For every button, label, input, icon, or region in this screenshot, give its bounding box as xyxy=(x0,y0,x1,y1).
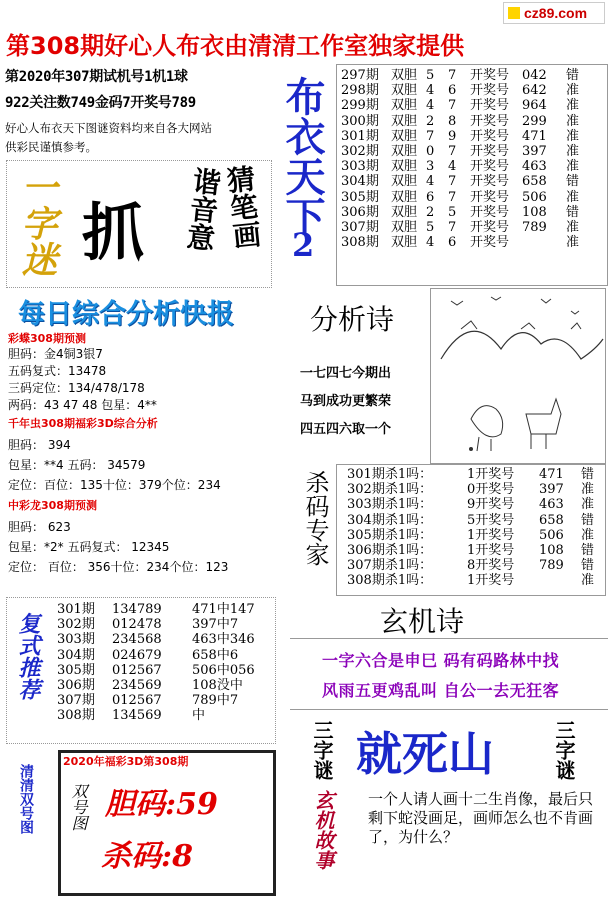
sha-row-p: 301期杀1吗： xyxy=(347,467,433,482)
history-row-kj: 开奖号 xyxy=(470,98,510,114)
qingqing-sha: 杀码:8 xyxy=(101,839,193,874)
history-row-res: 准 xyxy=(566,83,580,99)
sha-row-k: 9开奖号 xyxy=(467,497,515,513)
daily-analysis-banner: 每日综合分析快报 xyxy=(18,299,234,330)
yizimi-label: 一字迷 xyxy=(16,169,58,277)
hint-col-1: 谐音意 xyxy=(181,165,224,253)
sha-row-k: 5开奖号 xyxy=(467,512,515,528)
history-row-label: 双胆 xyxy=(391,68,418,83)
history-row-a: 2 xyxy=(426,113,435,129)
riddle-art-box xyxy=(6,160,272,288)
fushi-table xyxy=(57,602,272,724)
qingqing-vertical-label: 双号图 xyxy=(69,783,88,831)
history-row-label: 双胆 xyxy=(391,128,418,144)
fushi-row-n: 234569 xyxy=(112,677,162,693)
history-row-b: 7 xyxy=(448,68,457,83)
s1-line: 胆码：金4铜3银7 xyxy=(8,347,103,361)
history-row-b: 7 xyxy=(448,98,457,114)
history-row-num: 108 xyxy=(522,204,547,220)
history-row-period: 308期 xyxy=(341,235,379,251)
history-row-label: 双胆 xyxy=(391,159,418,175)
history-row-period: 299期 xyxy=(341,98,379,114)
draw-history-table xyxy=(336,64,608,286)
history-row-kj: 开奖号 xyxy=(470,143,510,159)
sha-row-p: 305期杀1吗： xyxy=(347,527,433,543)
history-row-kj: 开奖号 xyxy=(470,83,510,99)
fushi-row-p: 303期 xyxy=(57,632,95,648)
history-row-num: 042 xyxy=(522,68,547,83)
sha-row-n: 463 xyxy=(539,497,564,513)
history-row-label: 双胆 xyxy=(391,204,418,220)
sha-row-p: 306期杀1吗： xyxy=(347,542,433,558)
section-3-title: 中彩龙308期预测 xyxy=(8,499,97,512)
history-row-res: 准 xyxy=(566,189,580,205)
section-1-title: 彩蝶308期预测 xyxy=(8,332,86,345)
history-row-period: 304期 xyxy=(341,174,379,190)
sanzimi-right-label: 三字谜 xyxy=(552,720,576,780)
history-row-num: 463 xyxy=(522,159,547,175)
history-row-kj: 开奖号 xyxy=(470,235,510,251)
sha-row xyxy=(347,482,605,497)
sha-row-r: 准 xyxy=(581,573,595,589)
section-2-title: 千年虫308期福彩3D综合分析 xyxy=(8,417,158,430)
poem-line: 马到成功更繁荣 xyxy=(300,394,392,409)
history-row-num: 397 xyxy=(522,143,547,159)
history-row-label: 双胆 xyxy=(391,189,418,205)
hint-col-2: 猜笔画 xyxy=(221,163,264,251)
sha-row xyxy=(347,467,605,482)
sha-row-r: 错 xyxy=(581,542,595,558)
history-row-kj: 开奖号 xyxy=(470,113,510,129)
fushi-row xyxy=(57,632,272,647)
history-row xyxy=(341,220,607,235)
history-row-period: 301期 xyxy=(341,128,379,144)
xuanji-line: 风雨五更鸡乱叫 自公一去无狂客 xyxy=(322,681,560,700)
fushi-row-n: 024679 xyxy=(112,647,162,663)
poem-heading: 分析诗 xyxy=(310,303,395,336)
s3-line: 胆码： 623 xyxy=(8,520,71,534)
fushi-row-r: 397中7 xyxy=(192,617,239,633)
history-row xyxy=(341,190,607,205)
fushi-row-r: 658中6 xyxy=(192,647,239,663)
sha-row-r: 错 xyxy=(581,512,595,528)
sha-row-n xyxy=(539,573,581,588)
buyi-logo xyxy=(276,76,334,276)
sha-row xyxy=(347,573,605,588)
qingqing-block xyxy=(6,748,276,898)
s1-line: 五码复式：13478 xyxy=(8,364,107,378)
sha-row-k: 0开奖号 xyxy=(467,482,515,498)
history-row xyxy=(341,205,607,220)
s1-line: 两码：43 47 48 包星：4** xyxy=(8,398,157,412)
trial-line-2: 922关注数749金码7开奖号789 xyxy=(5,95,196,111)
analysis-poem xyxy=(288,292,428,462)
history-row-kj: 开奖号 xyxy=(470,204,510,220)
history-row xyxy=(341,68,607,83)
riddle-big-text: 就死山 xyxy=(356,727,494,781)
history-row-kj: 开奖号 xyxy=(470,189,510,205)
history-row-a: 3 xyxy=(426,159,435,175)
sketch-illustration xyxy=(430,288,606,464)
left-top-block xyxy=(5,66,283,166)
riddle-story-text: 一个人请人画十二生肖像，最后只剩下蛇没画足，画师怎么也不肯画了，为什么？ xyxy=(368,790,594,846)
history-row xyxy=(341,144,607,159)
history-row-b: 7 xyxy=(448,143,457,159)
sha-row xyxy=(347,513,605,528)
history-row-period: 297期 xyxy=(341,68,379,83)
history-row-label: 双胆 xyxy=(391,83,418,99)
sha-row xyxy=(347,497,605,512)
history-row-label: 双胆 xyxy=(391,143,418,159)
sanzimi-left-label: 三字谜 xyxy=(310,720,334,780)
poem-line: 一七四七今期出 xyxy=(300,366,392,381)
history-row-period: 298期 xyxy=(341,83,379,99)
history-row xyxy=(341,129,607,144)
history-row xyxy=(341,83,607,98)
history-row-num: 789 xyxy=(522,219,547,235)
caution-note: 供彩民谨慎参考。 xyxy=(5,140,97,154)
qingqing-dan: 胆码:59 xyxy=(105,787,218,822)
history-row-a: 7 xyxy=(426,128,435,144)
sha-row-n: 506 xyxy=(539,527,564,543)
fushi-row xyxy=(57,708,272,723)
history-row-period: 303期 xyxy=(341,159,379,175)
sha-row-n: 397 xyxy=(539,482,564,498)
history-row-kj: 开奖号 xyxy=(470,68,510,83)
zhua-character: 抓 xyxy=(82,196,145,269)
history-row-kj: 开奖号 xyxy=(470,128,510,144)
watermark-text: cz89.com xyxy=(524,5,588,21)
sha-side-text: 杀码专家 xyxy=(301,470,329,566)
sha-row-r: 错 xyxy=(581,467,595,482)
history-row-kj: 开奖号 xyxy=(470,159,510,175)
history-row-b: 6 xyxy=(448,83,457,99)
fushi-row-r: 471中147 xyxy=(192,602,255,617)
landscape-sketch-icon xyxy=(431,289,605,463)
history-row-res: 准 xyxy=(566,113,580,129)
history-row-b: 5 xyxy=(448,204,457,220)
history-row-b: 7 xyxy=(448,189,457,205)
fushi-row-n: 012567 xyxy=(112,693,162,709)
history-row-num: 506 xyxy=(522,189,547,205)
history-row-a: 4 xyxy=(426,98,435,114)
history-row-a: 2 xyxy=(426,204,435,220)
fushi-row-r: 463中346 xyxy=(192,632,255,648)
history-row-b: 4 xyxy=(448,159,457,175)
history-row-period: 302期 xyxy=(341,143,379,159)
history-row-kj: 开奖号 xyxy=(470,174,510,190)
buyi-number: 2 xyxy=(292,226,315,264)
fushi-row-p: 301期 xyxy=(57,602,95,617)
fushi-row-p: 308期 xyxy=(57,708,95,724)
history-row-num xyxy=(522,235,566,250)
site-watermark xyxy=(503,2,605,24)
buyi-text: 布衣天下 xyxy=(279,76,326,236)
sha-row-p: 308期杀1吗： xyxy=(347,573,433,589)
trial-line-1: 第2020年307期试机号1机1球 xyxy=(5,69,188,85)
fushi-row-n: 134789 xyxy=(112,602,162,617)
sha-row-r: 准 xyxy=(581,527,595,543)
history-row xyxy=(341,174,607,189)
history-row-num: 964 xyxy=(522,98,547,114)
history-row-res: 准 xyxy=(566,143,580,159)
fushi-row-p: 304期 xyxy=(57,647,95,663)
fushi-row-p: 306期 xyxy=(57,677,95,693)
sanzimi-block xyxy=(290,712,608,902)
xuanji-line: 一字六合是申巳 码有码路林中找 xyxy=(322,651,560,670)
page-title: 第308期好心人布衣由清清工作室独家提供 xyxy=(6,32,465,60)
fushi-row-r: 789中7 xyxy=(192,693,239,709)
history-row-b: 7 xyxy=(448,219,457,235)
history-row-a: 5 xyxy=(426,219,435,235)
sha-row-k: 1开奖号 xyxy=(467,527,515,543)
fushi-row-p: 305期 xyxy=(57,662,95,678)
s3-line: 包星：*2* 五码复式： 12345 xyxy=(8,540,170,554)
history-row xyxy=(341,98,607,113)
s2-line: 胆码： 394 xyxy=(8,438,71,452)
history-row-b: 9 xyxy=(448,128,457,144)
sha-row-k: 1开奖号 xyxy=(467,573,515,589)
history-row-label: 双胆 xyxy=(391,113,418,129)
sha-row-k: 1开奖号 xyxy=(467,467,515,482)
history-row-a: 0 xyxy=(426,143,435,159)
sha-row-p: 307期杀1吗： xyxy=(347,558,433,574)
history-row-label: 双胆 xyxy=(391,98,418,114)
history-row-a: 6 xyxy=(426,189,435,205)
fushi-row xyxy=(57,678,272,693)
fushi-row-p: 302期 xyxy=(57,617,95,633)
xuanji-block xyxy=(290,598,608,728)
sha-row xyxy=(347,543,605,558)
fushi-row xyxy=(57,663,272,678)
sha-row-p: 304期杀1吗： xyxy=(347,512,433,528)
fushi-row-n: 012478 xyxy=(112,617,162,633)
sha-row-r: 准 xyxy=(581,482,595,498)
fushi-row-r: 中 xyxy=(192,708,206,724)
sha-row-r: 错 xyxy=(581,558,595,574)
history-row-res: 错 xyxy=(566,174,580,190)
history-row-a: 4 xyxy=(426,174,435,190)
sha-row-n: 471 xyxy=(539,467,564,482)
sha-row-p: 303期杀1吗： xyxy=(347,497,433,513)
history-row-res: 错 xyxy=(566,204,580,220)
xuanji-heading: 玄机诗 xyxy=(380,605,465,638)
history-row-kj: 开奖号 xyxy=(470,219,510,235)
history-row-b: 8 xyxy=(448,113,457,129)
history-row-num: 642 xyxy=(522,83,547,99)
fushi-row-n: 134569 xyxy=(112,708,162,724)
history-row-period: 300期 xyxy=(341,113,379,129)
s2-line: 包星：**4 五码： 34579 xyxy=(8,458,146,472)
fushi-side-label: 复式推荐 xyxy=(15,612,41,700)
history-row-res: 准 xyxy=(566,98,580,114)
fushi-row xyxy=(57,648,272,663)
history-row-num: 658 xyxy=(522,174,547,190)
sha-row-p: 302期杀1吗： xyxy=(347,482,433,498)
poem-line: 四五四六取一个 xyxy=(300,422,392,437)
fushi-row-p: 307期 xyxy=(57,693,95,709)
fushi-row-n: 234568 xyxy=(112,632,162,648)
sha-row-n: 789 xyxy=(539,558,564,574)
history-row-b: 7 xyxy=(448,174,457,190)
history-row-a: 4 xyxy=(426,83,435,99)
fushi-row-r: 108没中 xyxy=(192,677,243,693)
fushi-row-n: 012567 xyxy=(112,662,162,678)
history-row xyxy=(341,159,607,174)
source-note: 好心人布衣天下图谜资料均来自各大网站 xyxy=(5,121,212,135)
fushi-box xyxy=(6,597,276,744)
history-row-res: 准 xyxy=(566,159,580,175)
history-row-label: 双胆 xyxy=(391,174,418,190)
history-row-label: 双胆 xyxy=(391,219,418,235)
history-row-period: 307期 xyxy=(341,219,379,235)
sha-row-k: 1开奖号 xyxy=(467,542,515,558)
history-row-res: 准 xyxy=(566,219,580,235)
qingqing-card xyxy=(58,750,276,896)
history-row-label: 双胆 xyxy=(391,235,418,251)
history-row-res: 错 xyxy=(566,68,580,83)
history-row-a: 4 xyxy=(426,235,435,251)
sha-row xyxy=(347,558,605,573)
history-row xyxy=(341,235,607,250)
history-row-a: 5 xyxy=(426,68,435,83)
history-row-b: 6 xyxy=(448,235,457,251)
fushi-row-r: 506中056 xyxy=(192,662,255,678)
history-row-period: 305期 xyxy=(341,189,379,205)
s3-line: 定位： 百位： 356十位：234个位：123 xyxy=(8,560,229,574)
sha-side-label xyxy=(300,470,340,590)
history-row-period: 306期 xyxy=(341,204,379,220)
sha-row-n: 108 xyxy=(539,542,564,558)
sha-row-r: 准 xyxy=(581,497,595,513)
analysis-block xyxy=(8,330,280,595)
history-row xyxy=(341,114,607,129)
sha-row xyxy=(347,528,605,543)
logo-square-icon xyxy=(508,7,520,19)
sha-row-k: 8开奖号 xyxy=(467,558,515,574)
history-row-res: 准 xyxy=(566,235,580,251)
s2-line: 定位：百位：135十位：379个位：234 xyxy=(8,478,221,492)
xuanji-story-label: 玄机故事 xyxy=(311,790,335,870)
fushi-row xyxy=(57,693,272,708)
s1-line: 三码定位：134/478/178 xyxy=(8,381,145,395)
history-row-res: 准 xyxy=(566,128,580,144)
sha-table xyxy=(336,464,606,596)
history-row-num: 471 xyxy=(522,128,547,144)
sha-row-n: 658 xyxy=(539,512,564,528)
qingqing-side-label: 清清双号图 xyxy=(18,764,34,834)
fushi-row xyxy=(57,617,272,632)
qingqing-header: 2020年福彩3D第308期 xyxy=(63,755,189,768)
fushi-row xyxy=(57,602,272,617)
history-row-num: 299 xyxy=(522,113,547,129)
